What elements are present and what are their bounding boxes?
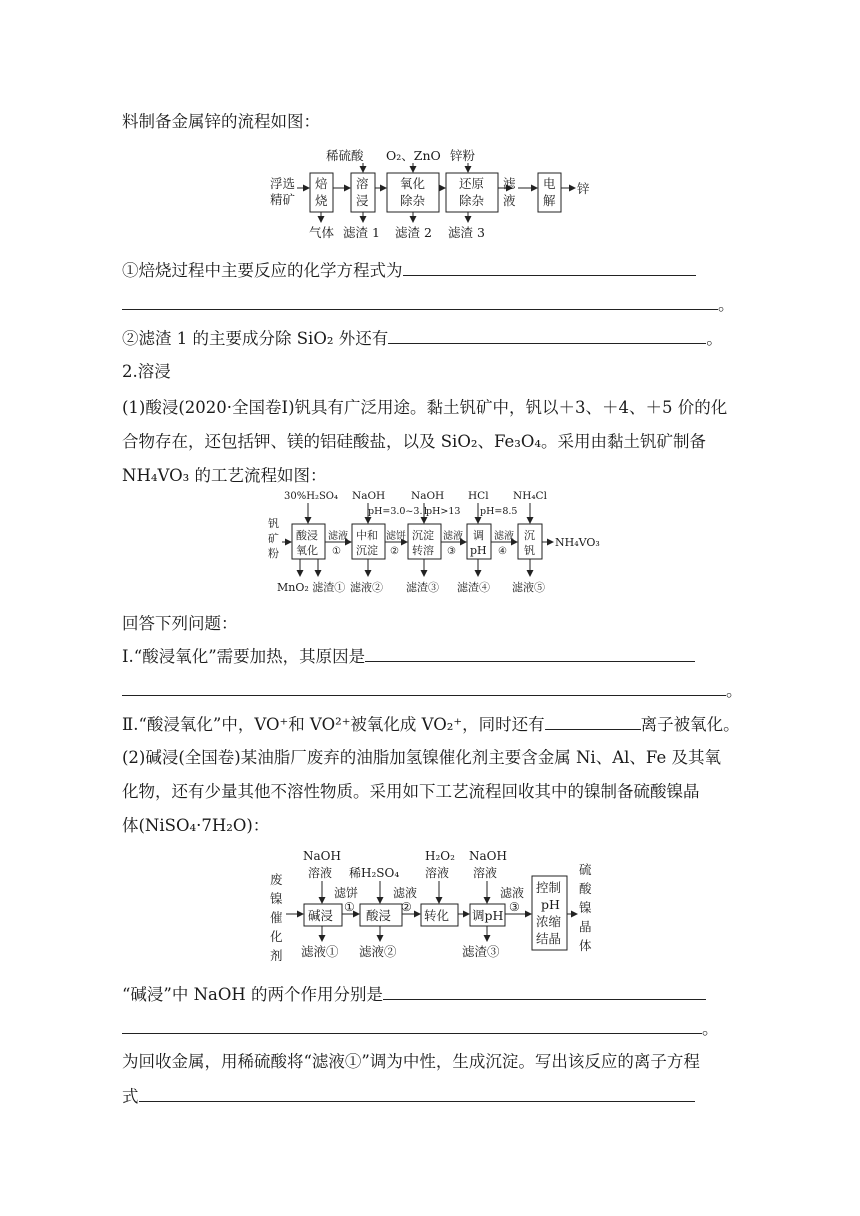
section-heading: 2.溶浸 <box>122 362 171 381</box>
link-label: 滤液 <box>393 886 418 900</box>
box-label: 控制 <box>536 880 562 895</box>
start-label: 剂 <box>270 948 283 963</box>
question-roasting-text: ①焙烧过程中主要反应的化学方程式为 <box>122 261 403 280</box>
output-label: 滤渣③ <box>406 581 439 594</box>
start-label: 钒 <box>268 517 279 530</box>
product-label: 锌 <box>577 181 590 196</box>
paragraph-line: 合物存在，还包括钾、镁的铝硅酸盐，以及 SiO₂、Fe₃O₄。采用由黏土钒矿制备 <box>122 432 707 451</box>
reagent-label: H₂O₂ <box>425 849 455 863</box>
product-label: 体 <box>579 938 592 953</box>
product-label: 镍 <box>579 900 592 915</box>
filtrate-label: 液 <box>503 193 516 208</box>
link-label: ① <box>344 900 355 914</box>
start-label: 矿 <box>268 532 279 545</box>
box-label: 除杂 <box>400 193 426 208</box>
reagent-label: 稀H₂SO₄ <box>349 866 400 880</box>
question-oxidized-text: Ⅱ.“酸浸氧化”中，VO⁺和 VO²⁺被氧化成 VO₂⁺，同时还有 <box>122 715 545 734</box>
output-label: 气体 <box>309 225 335 240</box>
paragraph-line: (1)酸浸(2020·全国卷Ⅰ)钒具有广泛用途。黏土钒矿中，钒以＋3、＋4、＋5 价的化 <box>122 398 728 417</box>
reagent-label: O₂、ZnO <box>386 148 441 163</box>
box-label: pH <box>470 544 487 557</box>
box-label: 转化 <box>424 908 450 923</box>
box-label: 中和 <box>356 529 378 542</box>
output-label: 滤液① <box>301 944 339 959</box>
reagent-label: 30%H₂SO₄ <box>284 491 339 502</box>
product-label: 晶 <box>579 919 592 934</box>
question-ion-equation-text: 式 <box>122 1087 139 1106</box>
paragraph-line: 体(NiSO₄·7H₂O)： <box>122 816 270 835</box>
box-label: 氧化 <box>296 544 318 557</box>
start-label: 废 <box>270 872 283 887</box>
box-label: 酸浸 <box>296 529 318 542</box>
link-label: ③ <box>509 900 520 914</box>
flowchart-nickel <box>270 849 592 963</box>
box-label: 焙 <box>315 176 328 191</box>
reagent-label: 溶液 <box>425 866 450 880</box>
box-label: 沉淀 <box>412 529 434 542</box>
output-label: MnO₂ 滤渣① <box>277 581 346 594</box>
box-label: 浸 <box>356 193 369 208</box>
box-label: 电 <box>543 176 556 191</box>
output-label: 滤渣③ <box>462 944 500 959</box>
link-label: ④ <box>498 546 507 557</box>
output-label: 滤渣 2 <box>395 225 432 240</box>
box-label: 还原 <box>459 176 485 191</box>
box-label: pH <box>541 897 560 912</box>
link-label: 滤液 <box>500 886 525 900</box>
reagent-label: NaOH <box>469 849 507 863</box>
reagent-label: NH₄Cl <box>513 490 547 502</box>
period: 。 <box>706 329 723 348</box>
question-heating-text: Ⅰ.“酸浸氧化”需要加热，其原因是 <box>122 647 366 666</box>
box-label: 除杂 <box>459 193 485 208</box>
reagent-label: 锌粉 <box>450 148 476 163</box>
intro-text: 料制备金属锌的流程如图： <box>122 112 320 131</box>
link-label: ③ <box>447 546 456 557</box>
paragraph-line: 化物，还有少量其他不溶性物质。采用如下工艺流程回收其中的镍制备硫酸镍晶 <box>122 782 700 801</box>
box-label: 沉 <box>524 529 535 542</box>
output-label: 滤液⑤ <box>512 581 545 594</box>
question-residue-text: ②滤渣 1 的主要成分除 SiO₂ 外还有 <box>122 329 389 348</box>
reagent-label: NaOH <box>303 849 341 863</box>
paragraph-line: NH₄VO₃ 的工艺流程如图： <box>122 466 327 485</box>
flowchart-vanadium <box>268 490 600 594</box>
link-label: ② <box>390 546 399 557</box>
output-label: 滤渣 3 <box>448 225 485 240</box>
box-label: 碱浸 <box>308 908 334 923</box>
paragraph-line: (2)碱浸(全国卷)某油脂厂废弃的油脂加氢镍催化剂主要含金属 Ni、Al、Fe 及其氧 <box>122 748 721 767</box>
reagent-label: NaOH <box>352 490 386 502</box>
start-label: 催 <box>270 910 283 925</box>
box-label: 氧化 <box>400 176 426 191</box>
start-label: 粉 <box>268 547 279 560</box>
output-label: 滤渣④ <box>457 581 490 594</box>
answer-prompt: 回答下列问题： <box>122 614 238 633</box>
question-naoh-text: “碱浸”中 NaOH 的两个作用分别是 <box>122 985 384 1004</box>
reagent-label: NaOH <box>411 490 445 502</box>
period: 。 <box>718 295 735 314</box>
product-label: 酸 <box>579 881 592 896</box>
condition-label: pH>13 <box>426 506 461 517</box>
filtrate-label: 滤 <box>503 176 516 191</box>
condition-label: pH=8.5 <box>480 506 518 517</box>
box-label: 沉淀 <box>356 544 378 557</box>
box-label: 调pH <box>472 908 504 923</box>
link-label: 滤饼 <box>386 531 406 542</box>
output-label: 滤渣 1 <box>343 225 380 240</box>
box-label: 酸浸 <box>366 908 392 923</box>
box-label: 结晶 <box>536 931 562 946</box>
output-label: 滤液② <box>359 944 397 959</box>
link-label: 滤液 <box>328 531 348 542</box>
box-label: 调 <box>473 529 484 542</box>
start-label: 镍 <box>270 891 283 906</box>
link-label: ① <box>332 546 341 557</box>
start-label: 化 <box>270 929 283 944</box>
period: 。 <box>702 1019 719 1038</box>
reagent-label: 溶液 <box>473 866 498 880</box>
link-label: 滤饼 <box>334 886 359 900</box>
start-label: 浮选 <box>270 176 296 191</box>
reagent-label: 溶液 <box>308 866 333 880</box>
product-label: 硫 <box>579 862 592 877</box>
box-label: 浓缩 <box>536 914 562 929</box>
output-label: 滤液② <box>350 581 383 594</box>
question-oxidized-tail: 离子被氧化。 <box>640 715 740 734</box>
box-label: 解 <box>543 193 556 208</box>
period: 。 <box>726 681 743 700</box>
flowchart-zinc <box>270 148 590 240</box>
product-label: NH₄VO₃ <box>555 536 600 549</box>
reagent-label: HCl <box>468 490 489 502</box>
box-label: 转溶 <box>412 544 434 557</box>
box-label: 烧 <box>315 193 328 208</box>
link-label: 滤液 <box>494 531 514 542</box>
link-label: ② <box>401 900 412 914</box>
link-label: 滤液 <box>443 531 463 542</box>
box-label: 钒 <box>524 544 535 557</box>
condition-label: pH=3.0~3.1 <box>368 506 429 517</box>
start-label: 精矿 <box>270 192 296 207</box>
box-label: 溶 <box>356 176 369 191</box>
paragraph-line: 为回收金属，用稀硫酸将“滤液①”调为中性，生成沉淀。写出该反应的离子方程 <box>122 1052 700 1071</box>
reagent-label: 稀硫酸 <box>326 148 364 163</box>
